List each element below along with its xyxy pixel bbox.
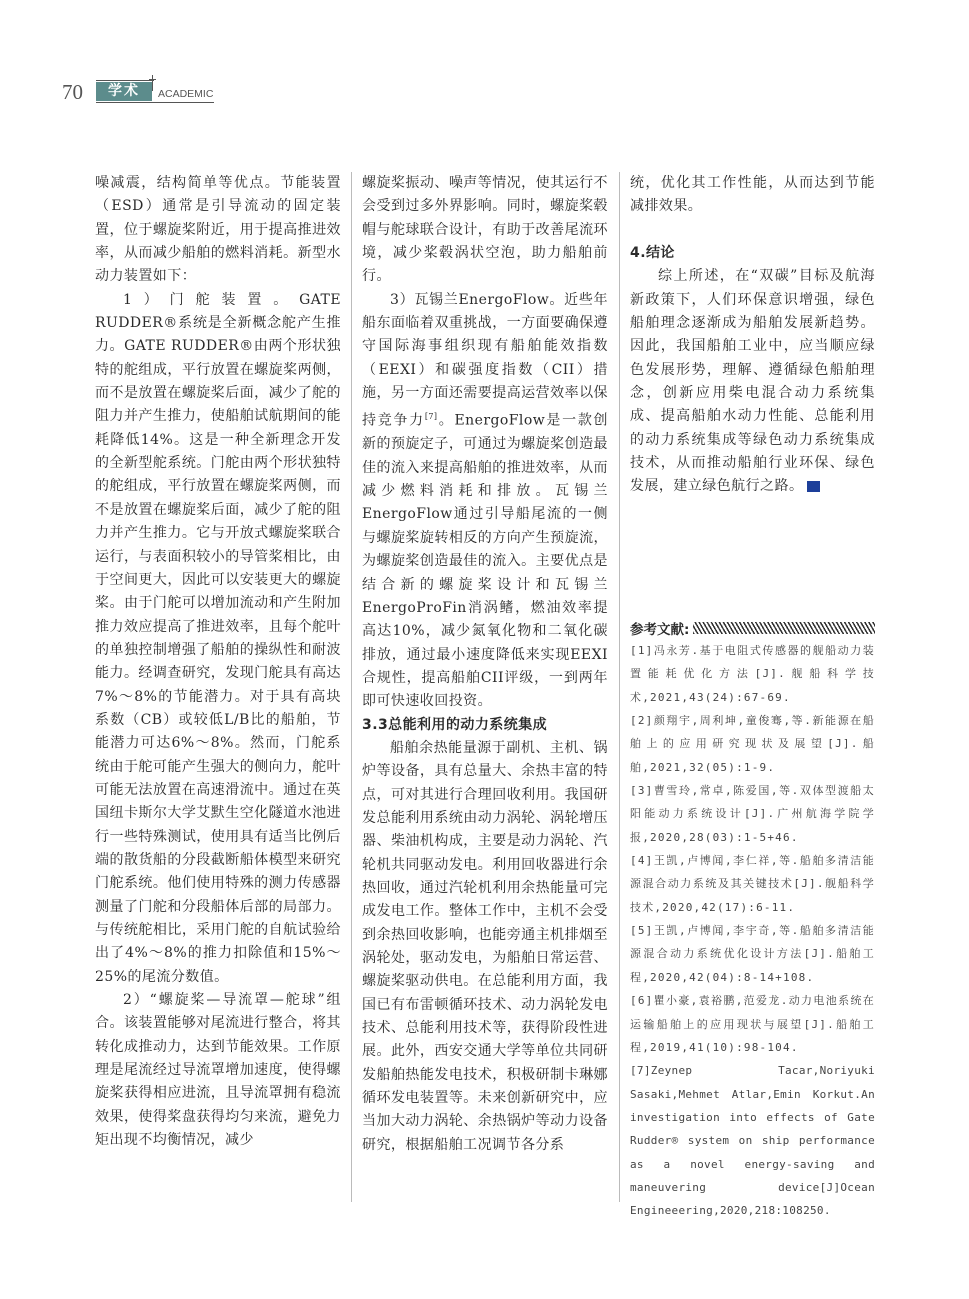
paragraph bbox=[362, 289, 608, 714]
column-3 bbox=[630, 172, 875, 499]
reference-item: [4]王凯,卢博闻,李仁祥,等.船舶多清洁能源混合动力系统及其关键技术[J].舰船科学技术,2020,42(17):6-11. bbox=[630, 854, 875, 914]
text: 3）瓦锡兰EnergoFlow。近些年船东面临着双重挑战，一方面要确保遵守国际海事组织现有船舶能效指数（EEXI）和碳强度指数（CII）措施，另一方面还需要提高运营效率以保持竞争力 bbox=[362, 291, 608, 430]
cross-mark-bar bbox=[149, 79, 156, 80]
paragraph: 船舶余热能量源于副机、主机、锅炉等设备，具有总量大、余热丰富的特点，可对其进行合理回收利用。我国研发总能利用系统由动力涡轮、涡轮增压器、柴油机构成，主要是动力涡轮、汽轮机共同驱动发电。利用回收器进行余热回收，通过汽轮机利用余热能量可完成发电工作。整体工作中，主机不会受到余热回收影响，也能旁通主机排烟至涡轮处，驱动发电，为船舶日常运营、螺旋桨驱动供电。在总能利用方面，我国已有布雷顿循环技术、动力涡轮发电技术、总能利用技术等，获得阶段性进展。此外，西安交通大学等单位共同研发船舶热能发电技术，积极研制卡琳娜循环发电装置等。未来创新研究中，应当加大动力涡轮、余热锅炉等动力设备研究，根据船舶工况调节各分系 bbox=[362, 739, 608, 1153]
reference-item: [5]王凯,卢博闻,李宇奇,等.船舶多清洁能源混合动力系统优化设计方法[J].船舶工程,2020,42(04):8-14+108. bbox=[630, 924, 875, 984]
section-tag: 学术 bbox=[96, 82, 152, 101]
header-rule bbox=[96, 80, 154, 81]
column-2 bbox=[362, 172, 608, 1157]
header-underline bbox=[96, 102, 214, 103]
paragraph bbox=[630, 265, 875, 498]
reference-item: [6]瞿小豪,袁裕鹏,范爱龙.动力电池系统在运输船舶上的应用现状与展望[J].船舶工程,2019,41(10):98-104. bbox=[630, 994, 875, 1054]
references-heading bbox=[630, 616, 875, 639]
reference-item: [2]颜翔宇,周利坤,童俊骞,等.新能源在船舶上的应用研究现状及展望[J].船舶,2021,32(05):1-9. bbox=[630, 714, 875, 774]
paragraph: 噪减震，结构简单等优点。节能装置（ESD）通常是引导流动的固定装置，位于螺旋桨附近，用于提高推进效率，从而减少船舶的燃料消耗。新型水动力装置如下： bbox=[95, 175, 341, 285]
section-tag-en: ACADEMIC bbox=[158, 88, 214, 100]
column-divider bbox=[619, 172, 620, 1202]
text: 综上所述，在“双碳”目标及航海新政策下，人们环保意识增强，绿色船舶理念逐渐成为船舶发展新趋势。因此，我国船舶工业中，应当顺应绿色发展形势，理解、遵循绿色船舶理念，创新应用柴电混合动力系统集成、提高船舶水动力性能、总能利用的动力系统集成等绿色动力系统集成技术，从而推动船舶行业环保、绿色发展，建立绿色航行之路。 bbox=[630, 268, 875, 495]
page-number: 70 bbox=[62, 80, 83, 104]
references bbox=[630, 616, 875, 1223]
paragraph: 2）“螺旋桨—导流罩—舵球”组合。该装置能够对尾流进行整合，将其转化成推动力，达到节能效果。工作原理是尾流经过导流罩增加速度，使得螺旋桨获得相应进流，且导流罩拥有稳流效果，使得桨盘获得均匀来流，避免力矩出现不均衡情况，减少 bbox=[95, 992, 341, 1149]
citation: [7] bbox=[424, 412, 438, 422]
column-divider bbox=[351, 172, 352, 1202]
reference-item: [1]冯永芳.基于电阻式传感器的舰船动力装置能耗优化方法[J].舰船科学技术,2021,43(24):67-69. bbox=[630, 644, 875, 704]
references-title: 参考文献: bbox=[630, 621, 690, 638]
text: 。EnergoFlow是一款创新的预旋定子，可通过为螺旋桨创造最佳的流入来提高船舶的推进效率，从而减少燃料消耗和排放。瓦锡兰EnergoFlow通过引导船尾流的一侧与螺旋桨旋转相反的方向产生预旋流，为螺旋桨创造最佳的流入。主要优点是结合新的螺旋桨设计和瓦锡兰EnergoProFin消涡鳍，燃油效率提高达10%，减少氮氧化物和二氧化碳排放，通过最小速度降低来实现EEXI合规性，提高船舶CII评级，一到两年即可快速收回投资。 bbox=[362, 413, 608, 710]
reference-item: [3]曹雪玲,常卓,陈爱国,等.双体型渡船太阳能动力系统设计[J].广州航海学院学报,2020,28(03):1-5+46. bbox=[630, 784, 875, 844]
section-heading: 3.3总能利用的动力系统集成 bbox=[362, 716, 548, 733]
paragraph: 螺旋桨振动、噪声等情况，使其运行不会受到过多外界影响。同时，螺旋桨毂帽与舵球联合设计，有助于改善尾流环境，减少桨毂涡状空泡，助力船舶前行。 bbox=[362, 175, 608, 285]
section-heading: 4.结论 bbox=[630, 245, 675, 262]
cross-mark-icon bbox=[152, 75, 153, 91]
reference-item: [7]Zeynep Tacar,Noriyuki Sasaki,Mehmet Atlar,Emin Korkut.An investigation into effects of Gate Rudder® system on ship performance as a novel energy-saving and maneuvering device[J]Ocean Engineeering,2020,218:108250. bbox=[630, 1064, 875, 1218]
hatch-decoration bbox=[693, 622, 875, 634]
paragraph: 统，优化其工作性能，从而达到节能减排效果。 bbox=[630, 175, 875, 215]
column-1 bbox=[95, 172, 341, 1152]
end-mark-icon: ZZ bbox=[807, 481, 820, 492]
paragraph: 1）门舵装置。GATE RUDDER®系统是全新概念舵产生推力。GATE RUDDER®由两个形状独特的舵组成，平行放置在螺旋桨两侧，而不是放置在螺旋桨后面，减少了舵的阻力并产生推力，使船舶试航期间的能耗降低14%。这是一种全新理念开发的全新型舵系统。门舵由两个形状独特的舵组成，平行放置在螺旋桨两侧，而不是放置在螺旋桨后面，减少了舵的阻力并产生推力。它与开放式螺旋桨联合运行，与表面积较小的导管桨相比，由于空间更大，因此可以安装更大的螺旋桨。由于门舵可以增加流动和产生附加推力效应提高了推进效率，且每个舵叶的单独控制增强了船舶的操纵性和耐波能力。经调查研究，发现门舵具有高达7%～8%的节能潜力。对于具有高块系数（CB）或较低L/B比的船舶，节能潜力可达6%～8%。然而，门舵系统由于舵可能产生强大的侧向力，舵叶可能无法放置在高速滑流中。通过在英国纽卡斯尔大学艾默生空化隧道水池进行一些特殊测试，使用具有适当比例后端的散货船的分段截断船体模型来研究门舵系统。他们使用特殊的测力传感器测量了门舵和分段船体后部的局部力。与传统舵相比，采用门舵的自航试验给出了4%～8%的推力扣除值和15%～25%的尾流分数值。 bbox=[95, 291, 341, 985]
